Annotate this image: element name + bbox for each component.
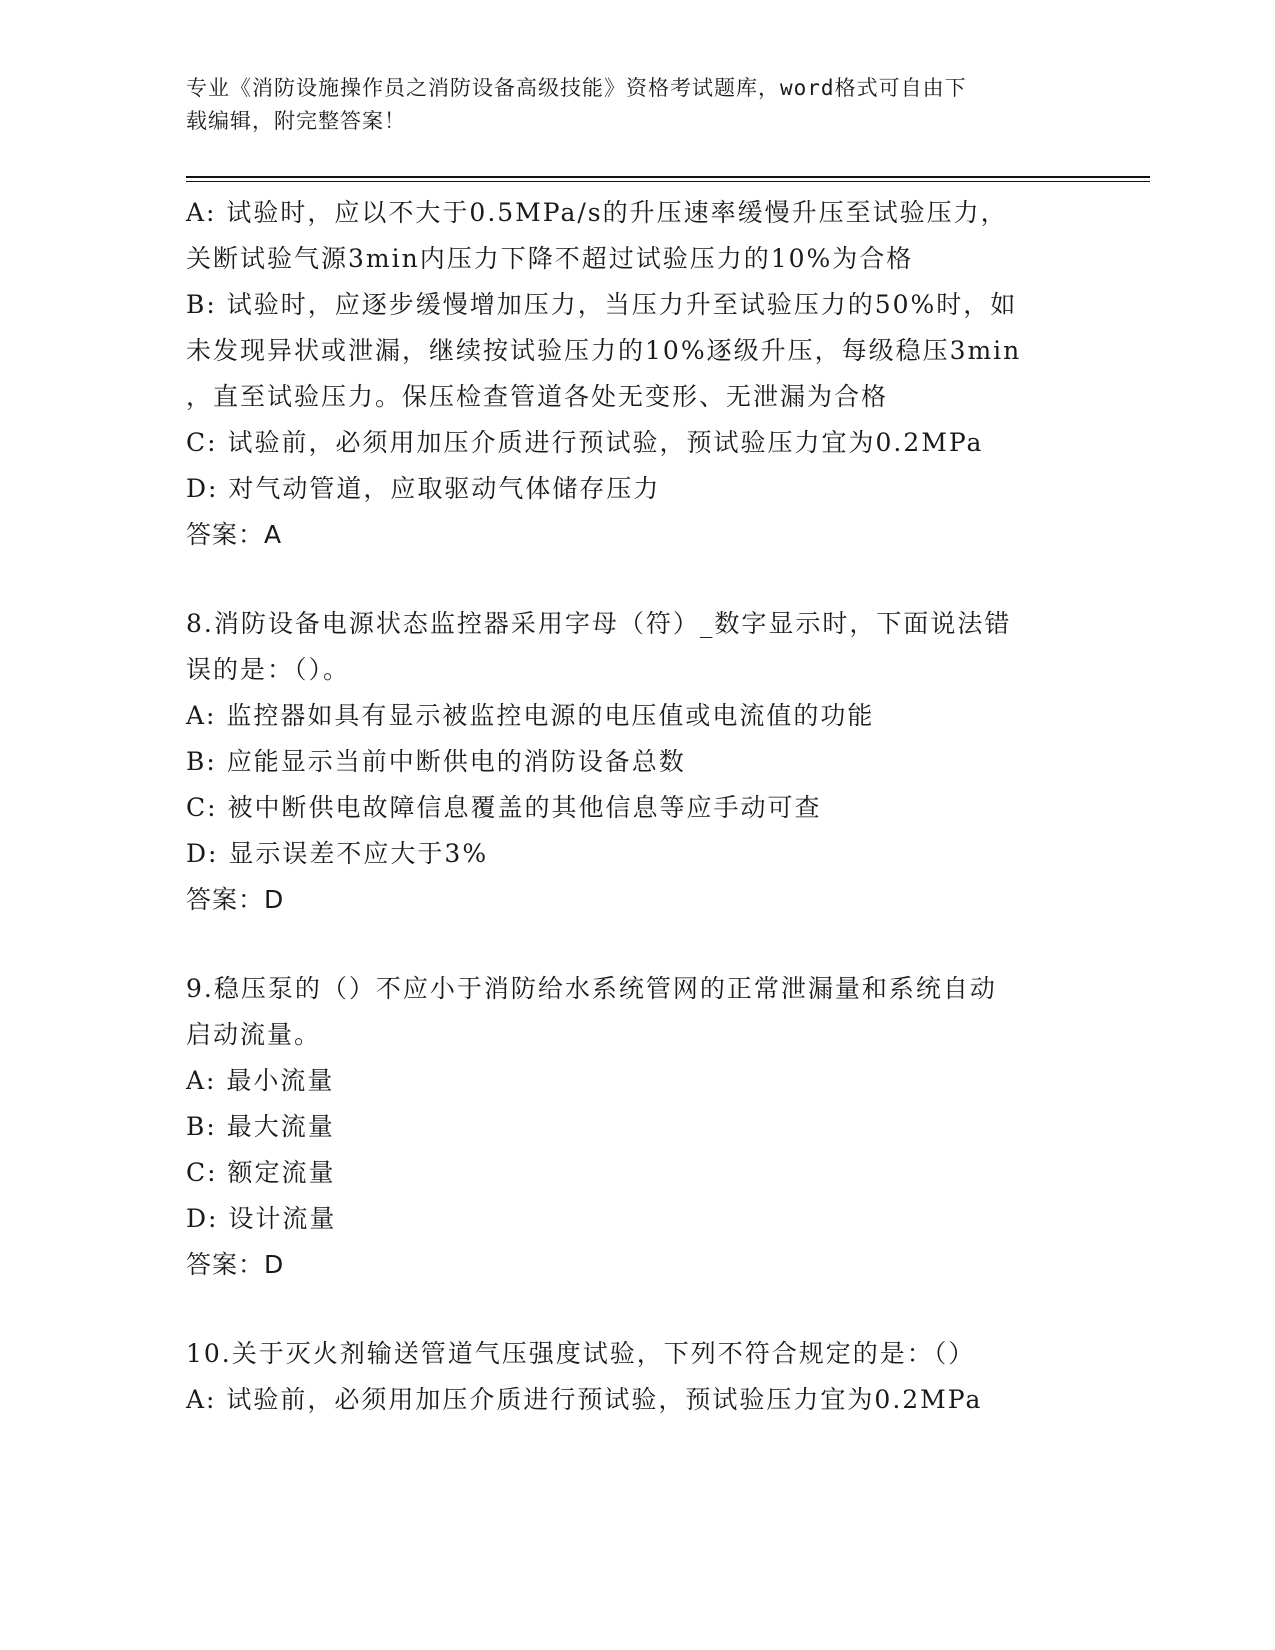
- q9-option-c: C: 额定流量: [186, 1158, 336, 1187]
- q8-stem-line-2: 误的是：（）。: [186, 655, 351, 684]
- question-7-block: [186, 190, 1086, 558]
- q9-option-d: D: 设计流量: [186, 1204, 337, 1233]
- spacer: [186, 558, 1086, 601]
- q8-answer: 答案：D: [186, 885, 285, 914]
- q9-option-b: B: 最大流量: [186, 1112, 335, 1141]
- q8-stem-line-1: 8.消防设备电源状态监控器采用字母（符）_数字显示时，下面说法错: [186, 609, 1012, 638]
- q7-option-b-line-3: ，直至试验压力。保压检查管道各处无变形、无泄漏为合格: [186, 382, 889, 411]
- header-line-1: 专业《消防设施操作员之消防设备高级技能》资格考试题库，word格式可自由下: [186, 76, 967, 100]
- q8-option-c: C: 被中断供电故障信息覆盖的其他信息等应手动可查: [186, 793, 822, 822]
- q7-option-d: D: 对气动管道，应取驱动气体储存压力: [186, 474, 661, 503]
- q9-answer: 答案：D: [186, 1250, 285, 1279]
- q10-stem-line-1: 10.关于灭火剂输送管道气压强度试验，下列不符合规定的是：（）: [186, 1339, 976, 1368]
- spacer: [186, 923, 1086, 966]
- document-body: [186, 190, 1086, 1423]
- q7-option-b-line-2: 未发现异状或泄漏，继续按试验压力的10%逐级升压，每级稳压3min: [186, 336, 1022, 365]
- spacer: [186, 1288, 1086, 1331]
- q7-option-a-line-1: A: 试验时，应以不大于0.5MPa/s的升压速率缓慢升压至试验压力，: [186, 198, 1008, 227]
- question-8-block: [186, 601, 1086, 923]
- question-10-block: [186, 1331, 1086, 1423]
- q7-option-b-line-1: B: 试验时，应逐步缓慢增加压力，当压力升至试验压力的50%时，如: [186, 290, 1018, 319]
- q8-option-a: A: 监控器如具有显示被监控电源的电压值或电流值的功能: [186, 701, 875, 730]
- q10-option-a: A: 试验前，必须用加压介质进行预试验，预试验压力宜为0.2MPa: [186, 1385, 983, 1414]
- q9-stem-line-2: 启动流量。: [186, 1020, 322, 1049]
- q8-option-b: B: 应能显示当前中断供电的消防设备总数: [186, 747, 686, 776]
- header-line-2: 载编辑，附完整答案！: [186, 109, 406, 133]
- q8-option-d: D: 显示误差不应大于3%: [186, 839, 489, 868]
- header-divider-thin: [186, 181, 1150, 182]
- q9-option-a: A: 最小流量: [186, 1066, 335, 1095]
- question-9-block: [186, 966, 1086, 1288]
- document-header: [186, 72, 1066, 138]
- q7-answer: 答案：A: [186, 520, 283, 549]
- header-divider-thick: [186, 176, 1150, 178]
- q7-option-a-line-2: 关断试验气源3min内压力下降不超过试验压力的10%为合格: [186, 244, 914, 273]
- q7-option-c: C: 试验前，必须用加压介质进行预试验，预试验压力宜为0.2MPa: [186, 428, 984, 457]
- q9-stem-line-1: 9.稳压泵的（）不应小于消防给水系统管网的正常泄漏量和系统自动: [186, 974, 997, 1003]
